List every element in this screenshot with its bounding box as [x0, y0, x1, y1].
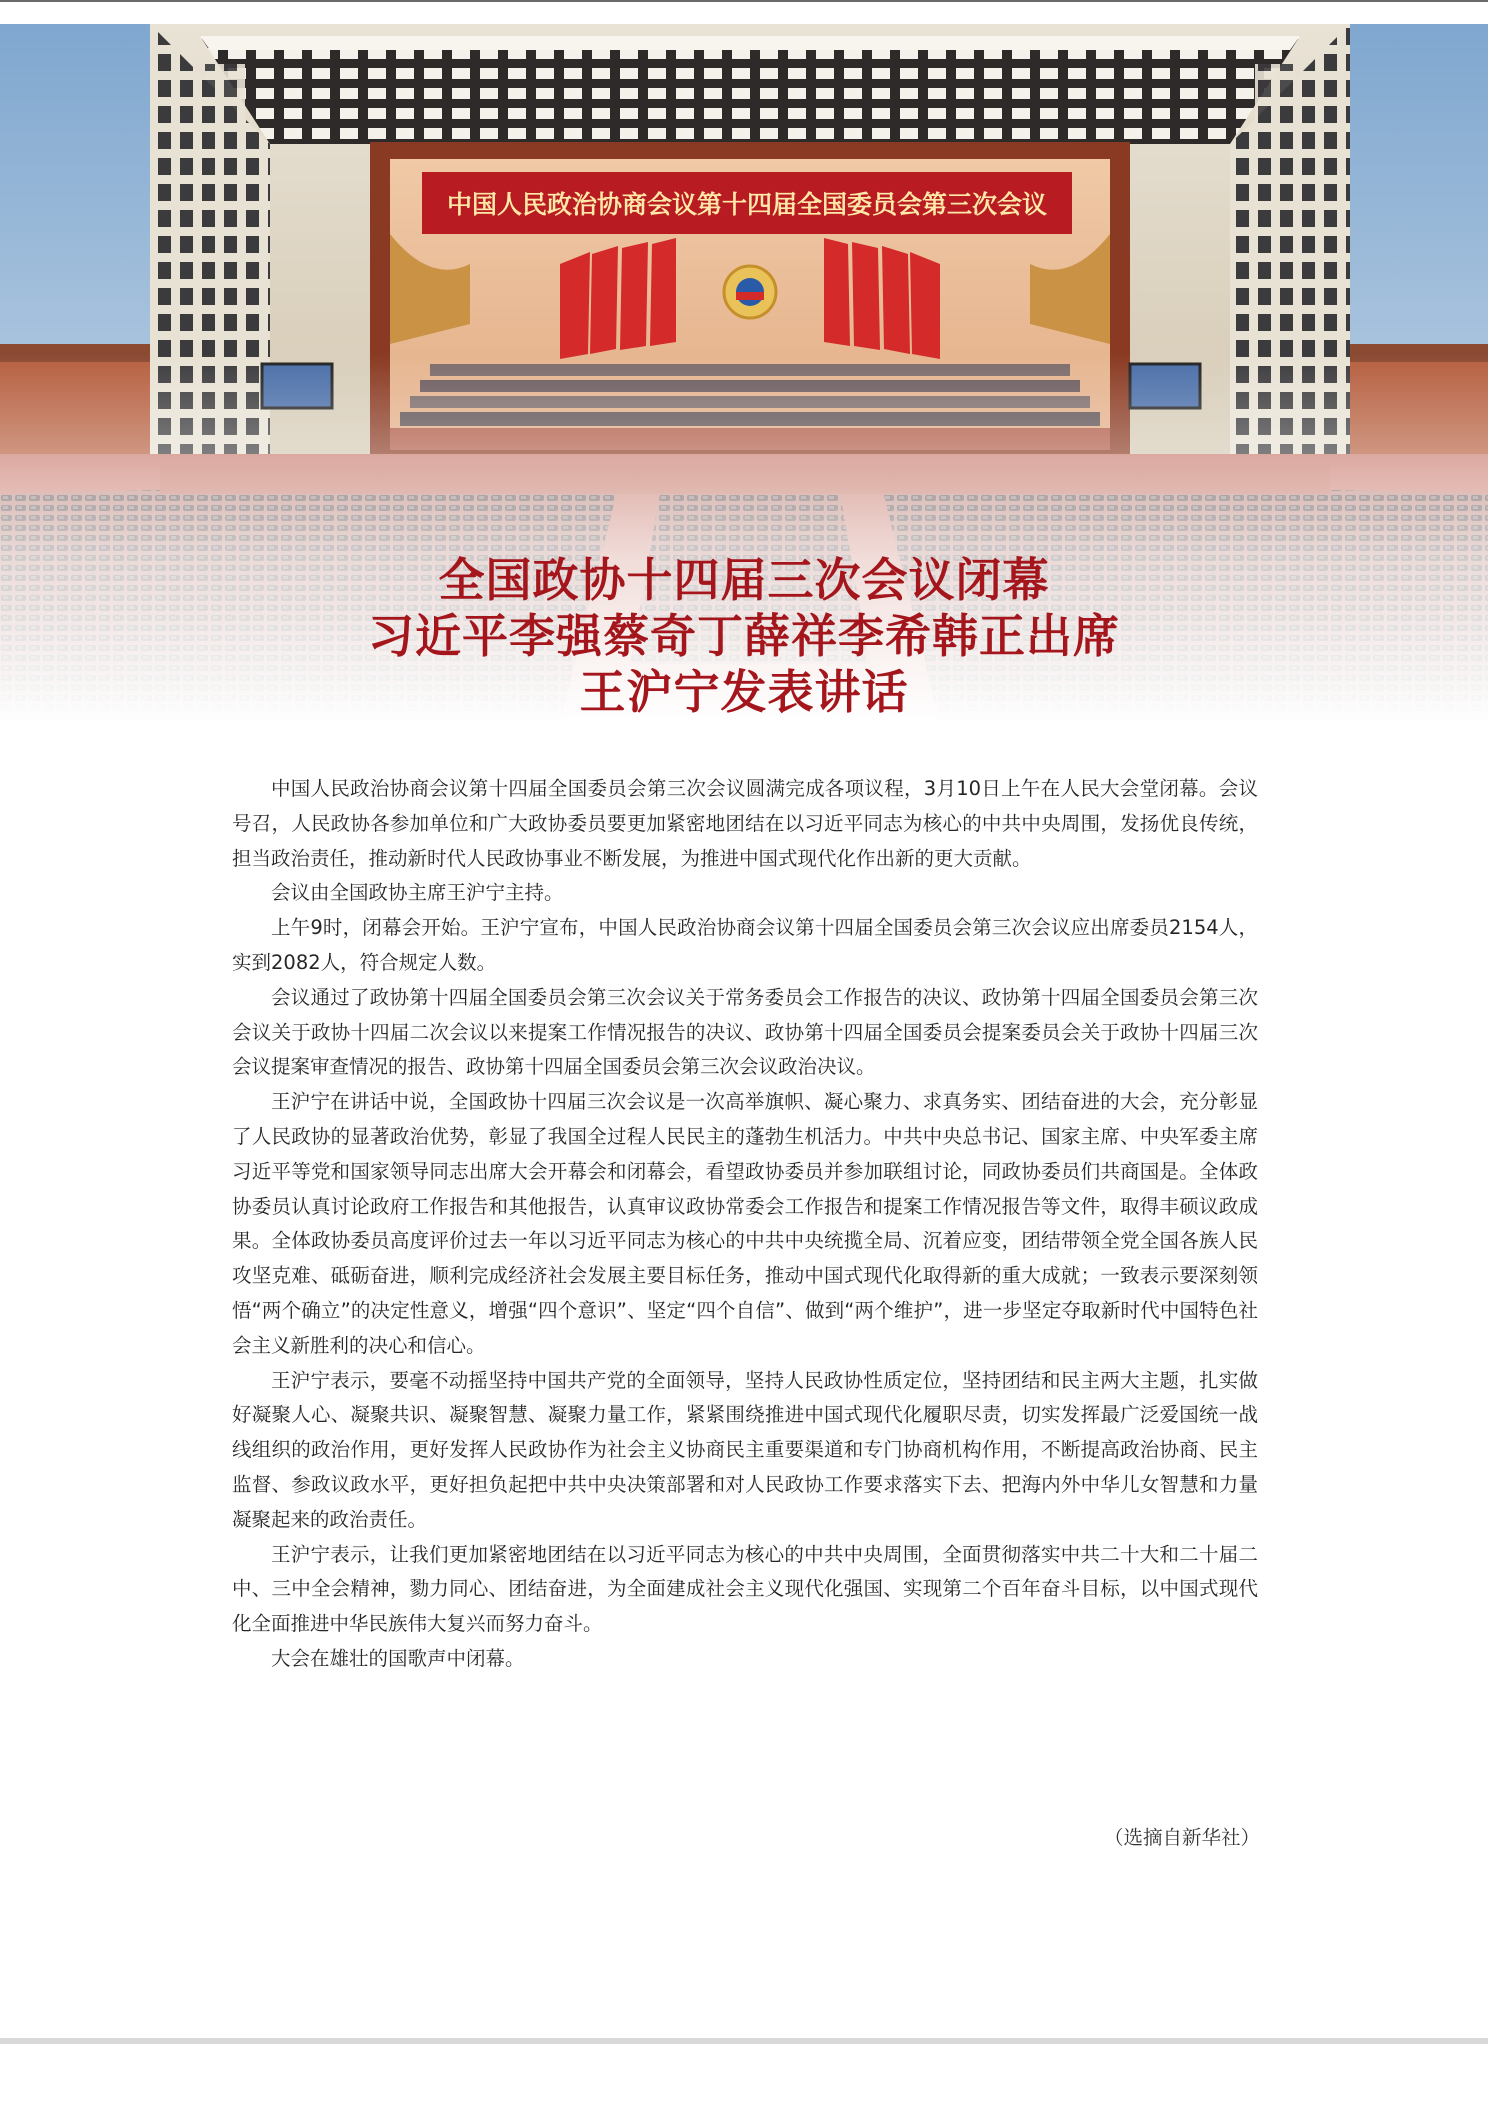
- paragraph: 上午9时，闭幕会开始。王沪宁宣布，中国人民政治协商会议第十四届全国委员会第三次会议应出席委员2154人，实到2082人，符合规定人数。: [232, 916, 1258, 974]
- headline-line-3: 王沪宁发表讲话: [579, 665, 909, 719]
- paragraph: 王沪宁表示，让我们更加紧密地团结在以习近平同志为核心的中共中央周围，全面贯彻落实中共二十大和二十届二中、三中全会精神，勠力同心、团结奋进，为全面建成社会主义现代化强国、实现第二个百年奋斗目标，以中国式现代化全面推进中华民族伟大复兴而努力奋斗。: [232, 1542, 1258, 1636]
- paragraph: 王沪宁表示，要毫不动摇坚持中国共产党的全面领导，坚持人民政协性质定位，坚持团结和民主两大主题，扎实做好凝聚人心、凝聚共识、凝聚智慧、凝聚力量工作，紧紧围绕推进中国式现代化履职尽责，切实发挥最广泛爱国统一战线组织的政治作用，更好发挥人民政协作为社会主义协商民主重要渠道和专门协商机构作用，不断提高政治协商、民主监督、参政议政水平，更好担负起把中共中央决策部署和对人民政协工作要求落实下去、把海内外中华儿女智慧和力量凝聚起来的政治责任。: [232, 1368, 1258, 1531]
- hero-banner-text: 中国人民政治协商会议第十四届全国委员会第三次会议: [446, 190, 1048, 219]
- headline-line-1: 全国政协十四届三次会议闭幕: [438, 553, 1050, 607]
- top-rule: [0, 0, 1488, 24]
- paragraph: 会议由全国政协主席王沪宁主持。: [271, 881, 564, 905]
- paragraph: 王沪宁在讲话中说，全国政协十四届三次会议是一次高举旗帜、凝心聚力、求真务实、团结奋进的大会，充分彰显了人民政协的显著政治优势，彰显了我国全过程人民民主的蓬勃生机活力。中共中央总书记、国家主席、中央军委主席习近平等党和国家领导同志出席大会开幕会和闭幕会，看望政协委员并参加联组讨论，同政协委员们共商国是。全体政协委员认真讨论政府工作报告和其他报告，认真审议政协常委会工作报告和提案工作情况报告等文件，取得丰硕议政成果。全体政协委员高度评价过去一年以习近平同志为核心的中共中央统揽全局、沉着应变，团结带领全党全国各族人民攻坚克难、砥砺奋进，顺利完成经济社会发展主要目标任务，推动中国式现代化取得新的重大成就；一致表示要深刻领悟“两个确立”的决定性意义，增强“四个意识”、坚定“四个自信”、做到“两个维护”，进一步坚定夺取新时代中国特色社会主义新胜利的决心和信心。: [232, 1090, 1258, 1357]
- paragraph: 中国人民政治协商会议第十四届全国委员会第三次会议圆满完成各项议程，3月10日上午在人民大会堂闭幕。会议号召，人民政协各参加单位和广大政协委员要更加紧密地团结在以习近平同志为核心的中共中央周围，发扬优良传统，担当政治责任，推动新时代人民政协事业不断发展，为推进中国式现代化作出新的更大贡献。: [232, 777, 1258, 870]
- paragraph: 会议通过了政协第十四届全国委员会第三次会议关于常务委员会工作报告的决议、政协第十四届全国委员会第三次会议关于政协十四届二次会议以来提案工作情况报告的决议、政协第十四届全国委员会提案委员会关于政协十四届三次会议提案审查情况的报告、政协第十四届全国委员会第三次会议政治决议。: [232, 985, 1258, 1079]
- article-body: [232, 772, 1258, 1677]
- headline-line-2: 习近平李强蔡奇丁薛祥李希韩正出席: [368, 609, 1120, 663]
- bottom-rule: [0, 2038, 1488, 2044]
- headline: [0, 552, 1488, 720]
- source-credit: （选摘自新华社）: [1103, 1826, 1260, 1849]
- paragraph: 大会在雄壮的国歌声中闭幕。: [271, 1646, 525, 1670]
